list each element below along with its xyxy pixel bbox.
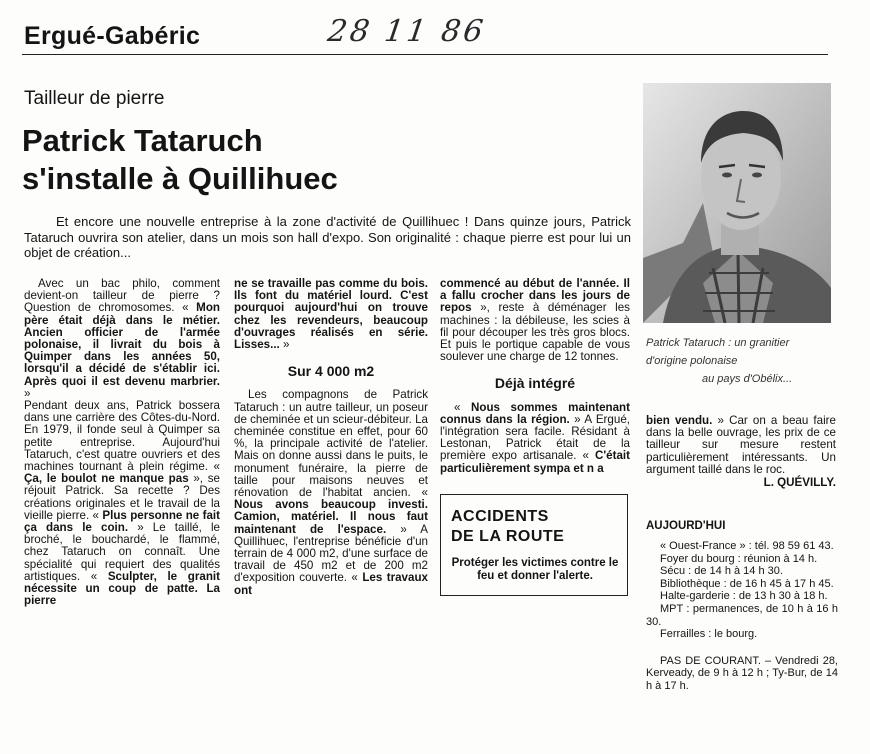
caption-line: au pays d'Obélix... — [702, 373, 793, 385]
article-column-3 — [440, 278, 630, 475]
quote-run: Mon père était déjà dans le métier. Ancien officier de l'armée polonaise, il livrait du bois à Quimper dans les années 50, lorsqu'il a décidé de s'établir ici. Après quoi il est devenu marbrier. — [24, 301, 220, 388]
text-run: « — [454, 400, 461, 414]
list-item: MPT : permanences, de 10 h à 16 h 30. — [646, 602, 838, 628]
box-title — [451, 507, 627, 547]
text-run: Les compagnons de Patrick Tataruch : un autre tailleur, un poseur de cheminée et un scieur-débiteur. La cheminée constitue en effet, pour 60 %, la principale activité de l'atelier. Mais on donne aussi dans le puits, le monument funéraire, la pierre de taille pour maisons neuves et rénovation de l'habitat ancien. « — [234, 388, 428, 500]
article-lead: Et encore une nouvelle entreprise à la zone d'activité de Quillihuec ! Dans quinze jours, Patrick Tataruch ouvrira son atelier, dans un mois son hall d'expo. Son originalité : chaque pierre est pour lui un objet de création... — [24, 214, 631, 260]
paragraph — [24, 278, 220, 400]
text-run: » Car on a beau faire dans la belle ouvrage, les prix de ce tailleur sur mesure restent particulièrement intéressants. Un argument taillé dans le roc. — [646, 414, 836, 476]
article-kicker: Tailleur de pierre — [24, 88, 165, 109]
box-title-line-2: DE LA ROUTE — [451, 528, 565, 545]
accidents-box — [440, 494, 628, 596]
text-run: » — [283, 338, 290, 352]
quote-run: Nous avons beaucoup investi. Camion, matériel. Il nous faut maintenant de l'espace. — [234, 498, 428, 536]
paragraph — [234, 278, 428, 351]
box-text: Protéger les victimes contre le feu et donner l'alerte. — [451, 557, 619, 582]
list-item: Sécu : de 14 h à 14 h 30. — [660, 565, 783, 578]
header-rule — [22, 54, 828, 55]
list-item: Halte-garderie : de 13 h 30 à 18 h. — [660, 590, 828, 603]
list-item: Ferrailles : le bourg. — [660, 628, 758, 641]
town-heading: Ergué-Gabéric — [24, 22, 201, 50]
text-run: » — [24, 386, 31, 400]
quote-run: Sculpter, le granit nécessite un coup de patte. La pierre — [24, 569, 220, 608]
portrait-photo — [643, 83, 831, 323]
caption-line: d'origine polonaise — [646, 355, 738, 367]
headline-line-1: Patrick Tataruch — [22, 123, 263, 158]
author-signature: L. QUÉVILLY. — [763, 476, 836, 490]
text-run: Avec un bac philo, comment devient-on tailleur de pierre ? Question de chromosomes. « — [24, 277, 220, 315]
paragraph — [234, 389, 428, 596]
quote-run: bien vendu. — [646, 414, 713, 427]
portrait-illustration — [643, 83, 831, 323]
article-column-2 — [234, 278, 428, 597]
paragraph — [24, 400, 220, 607]
paragraph — [440, 278, 630, 363]
article-column-1 — [24, 278, 220, 607]
subheading: Sur 4 000 m2 — [287, 363, 375, 380]
quote-run: commencé au début de l'année. Il a fallu crocher dans les jours de repos — [440, 277, 630, 315]
quote-run: Ça, le boulot ne manque pas — [24, 472, 189, 486]
power-cut-note: PAS DE COURANT. – Vendredi 28, Kerveady, de 9 h à 12 h ; Ty-Bur, de 14 h à 17 h. — [646, 654, 838, 692]
text-run: », reste à déménager les machines : la débileuse, les scies à fil pour découper les très gros blocs. Et puis le portique capable de vous soulever une charge de 12 tonnes. — [440, 301, 630, 364]
article-column-4 — [646, 415, 836, 489]
text-run: » Le taillé, le broché, le bouchardé, le flammé, chez Tataruch on connaît. Une spécialité qui requiert des qualités artistiques. « — [24, 521, 220, 583]
paragraph — [440, 402, 630, 475]
caption-line: Patrick Tataruch : un granitier — [646, 337, 790, 349]
text-run: » A Quillihuec, l'entreprise bénéficie d'un terrain de 4 000 m2, d'une surface de travail de 450 m2 et de 200 m2 d'exposition couverte. « — [234, 522, 428, 585]
text-run: Pendant deux ans, Patrick bossera dans une carrière des Côtes-du-Nord. En 1979, il fonde seul à Quimper sa petite entreprise. Aujourd'hui Tataruch, c'est quatre ouvriers et des machines tournant à plein régime. « — [24, 399, 220, 474]
handwritten-date: 28 11 86 — [325, 14, 489, 49]
aujourdhui-list — [646, 540, 838, 693]
text-run: » A Ergué, l'intégration sera facile. Résidant à Lestonan, Patrick était de la première expo artisanale. « — [440, 412, 630, 463]
article-headline — [22, 122, 338, 198]
quote-run: Nous sommes maintenant connus dans la région. — [440, 400, 630, 426]
quote-run: ne se travaille pas comme du bois. Ils font du matériel lourd. C'est pourquoi aujourd'hui on trouve chez les revendeurs, beaucoup d'ouvrages réalisés en série. Lisses... — [234, 277, 428, 352]
photo-caption — [646, 334, 836, 388]
subheading: Déjà intégré — [494, 375, 576, 392]
list-item: « Ouest-France » : tél. 98 59 61 43. — [660, 540, 834, 552]
list-item: Foyer du bourg : réunion à 14 h. — [660, 552, 818, 565]
paragraph — [646, 415, 836, 476]
quote-run: Les travaux ont — [234, 571, 428, 597]
quote-run: Plus personne ne fait ça dans le coin. — [24, 508, 220, 535]
quote-run: C'était particulièrement sympa et n a — [440, 449, 630, 475]
headline-line-2: s'installe à Quillihuec — [22, 161, 338, 196]
list-item: Bibliothèque : de 16 h 45 à 17 h 45. — [660, 577, 834, 590]
text-run: », se réjouit Patrick. Sa recette ? Des créations originales et le travail de la vieille pierre. « — [24, 472, 220, 522]
aujourdhui-heading: AUJOURD'HUI — [646, 520, 726, 532]
box-title-line-1: ACCIDENTS — [451, 508, 549, 525]
